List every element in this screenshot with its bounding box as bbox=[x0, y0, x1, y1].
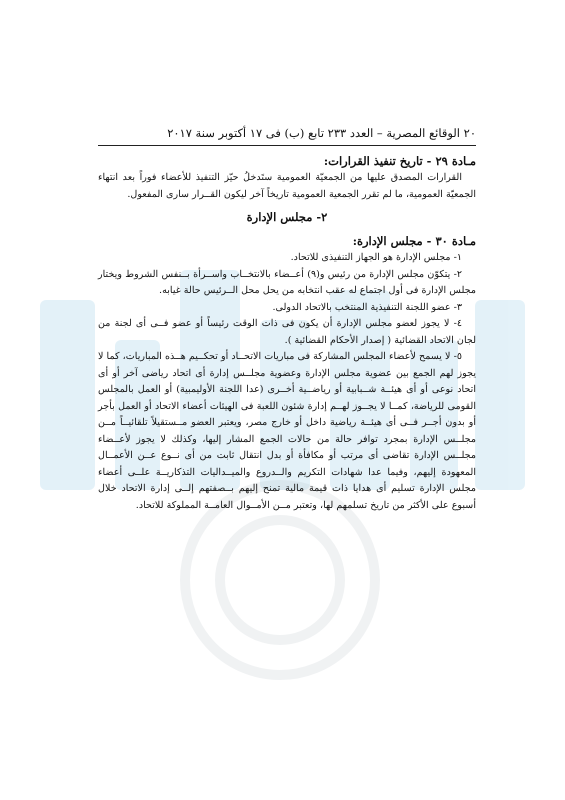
article-30-item-3: ٣- عضو اللجنة التنفيذية المنتخب بالاتحاد الدولى. bbox=[272, 301, 462, 313]
article-30-item-1: ١- مجلس الإدارة هو الجهاز التنفيذى للاتحاد. bbox=[290, 252, 462, 263]
section-2-title: ٢- مجلس الإدارة bbox=[246, 210, 328, 224]
article-29-title: مـادة ٢٩ - تاريخ تنفيذ القرارات: bbox=[323, 154, 476, 168]
page-header: ٢٠ الوقائع المصرية – العدد ٢٣٣ تابع (ب) فى ١٧ أكتوبر سنة ٢٠١٧ bbox=[98, 124, 476, 146]
article-30-item-5: ٥- لا يسمح لأعضاء المجلس المشاركة فى مباريات الاتحــاد أو تحكــيم هــذه المباريات، كما لا يجوز لهم الجمع بين عضوية مجلس الإدارة وعضوية مجلــس إدارة أى اتحاد رياضى آخر أو أى اتحاد نوعى أو أى هيئــة شــبابية أو رياضــية أخــرى (عدا اللجنة الأوليمبية) أو العمل بالمجلس القومى للرياضة، كمــا لا يجــوز لهــم إدارة شئون اللعبة فى الهيئات أعضاء الاتحاد أو العمل بأجر أو بدون أجــر فــى أى هيئــة رياضية داخل أو خارج مصر، ويعتبر العضو مــستقيلاً تلقائيــاً مــن مجلــس الإدارة بمجرد توافر حالة من حالات الجمع المشار إليها، وكذلك لا يجوز لأعــضاء مجلــس الإدارة تقاضى أى مرتب أو مكافأة أو بدل انتقال ثابت من أى نــوع عــن الأعمــال المعهودة إليهم، وفيما عدا شهادات التكريم والــدروع والميــداليات التذكاريــة علــى أعضاء مجلس الإدارة تسليم أى هدايا ذات قيمة مالية تمنح إليهم بــصفتهم إلــى إدارة الاتحاد خلال أسبوع على الأكثر من تاريخ تسلمهم لها، وتعتبر مــن الأمــوال العامــة المملوكة للاتحاد. bbox=[98, 351, 477, 511]
article-30-title: مـادة ٣٠ - مجلس الإدارة: bbox=[352, 234, 476, 248]
article-30-item-4: ٤- لا يجوز لعضو مجلس الإدارة أن يكون فى ذات الوقت رئيساً أو عضو فــى أى لجنة من لجان الاتحاد القضائية ( إصدار الأحكام القضائية ). bbox=[98, 318, 476, 346]
article-29-body: القرارات المصدق عليها من الجمعيّة العمومية ستَدخلُ حيّز التنفيذ للأعضاء فوراً بعد انتهاء الجمعيّة العمومية، ما لم تقرر الجمعية العمومية تاريخاً آخر ليكون القــرار سارى المفعول. bbox=[98, 172, 476, 200]
article-30-item-2: ٢- يتكوّن مجلس الإدارة من رئيس و(٩) أعــضاء بالانتخــاب واســرأة بــنفس الشروط ويختار مجلس الإدارة فى أول اجتماع له عقب انتخابه من يحل محل الــرئيس حالة غيابه. bbox=[98, 268, 476, 296]
document-page bbox=[98, 124, 476, 514]
